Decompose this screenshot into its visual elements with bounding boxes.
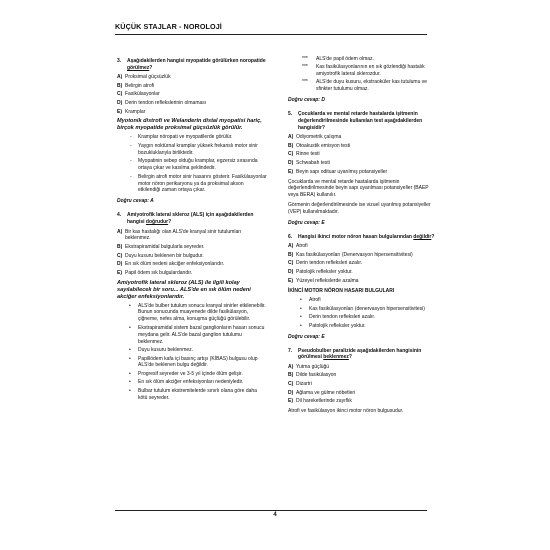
page-number: 4 <box>273 512 277 518</box>
question-6-answer: Doğru cevap: E <box>288 333 325 340</box>
option-letter: C) <box>288 381 294 387</box>
question-5-options <box>288 134 438 175</box>
list-item: • ALS'de bulber tutulum sonucu kranyal sinirler etkilenebilir. Bunun sonucunda muayenede dilde fasikülasyon, çiğneme, nefes alma, konuşma güçlüğü görülebilir. <box>129 303 267 324</box>
answer-option <box>288 169 438 176</box>
option-text: Bir kas hastalığı olan ALS'de kranyal sinir tutulumları beklenmez. <box>125 228 242 242</box>
option-letter: C) <box>288 260 294 267</box>
list-item: *** ALS'de papil ödem olmaz. <box>302 56 438 63</box>
option-letter: E) <box>288 277 293 284</box>
question-5-answer: Doğru cevap: E <box>288 219 325 226</box>
answer-option <box>288 278 438 285</box>
list-item: • Bulbar tutulum ekstremitelerde sınırlı olana göre daha kötü seyreder. <box>129 388 267 402</box>
running-header: KÜÇÜK STAJLAR - NOROLOJİ <box>115 22 222 31</box>
list-item: - Myopatinin sebep olduğu kramplar, egzersiz sırasında ortaya çıkar ve kasılma şeklindedir. <box>129 158 267 172</box>
option-letter: B) <box>288 251 294 258</box>
question-3-stem: 3. Aşağıdakilerden hangisi myopatide görülürken noropatide görülmez? <box>117 58 266 71</box>
answer-option <box>117 74 267 81</box>
list-item: • En sık ölüm akciğer enfeksiyonları nedeniyledir. <box>129 379 267 386</box>
question-4-options <box>117 229 267 277</box>
list-item: • Kas fasikülasyonları (denervasyon hipersensitivitesi) <box>300 306 438 313</box>
list-item: • Ekstrapiramidal sistem bazal ganglionların hasarı sonucu meydana gelir. ALS'de bazal ganglion tutulumu beklenmez. <box>129 325 267 346</box>
option-letter: B) <box>288 372 294 379</box>
question-4-stem: 4. Amiyotrofik lateral skleroz (ALS) için aşağıdakilerden hangisi doğrudur? <box>117 212 254 226</box>
option-letter: A) <box>288 243 294 250</box>
answer-option <box>288 243 438 250</box>
emphasis-word: doğrudur <box>145 219 169 226</box>
key-points-list <box>302 56 438 93</box>
question-7-stem: 7. Pseudobulber paralizide aşağıdakilerden hangisinin görülmesi beklenmez? <box>288 347 422 361</box>
option-text: Dizartri <box>296 381 312 387</box>
answer-option <box>288 143 438 150</box>
list-item: - Kramplar nöropati ve myopatilerde görülür. <box>129 134 267 141</box>
option-text: Rinne testi <box>296 151 320 158</box>
answer-option <box>288 398 438 405</box>
option-letter: D) <box>117 261 123 268</box>
option-text: Ekstrapiramidal bulgularla seyreder. <box>125 244 205 250</box>
question-number: 5. <box>288 111 293 118</box>
answer-option <box>117 83 267 90</box>
question-number: 3. <box>117 58 122 64</box>
answer-option <box>288 252 438 259</box>
question-4-bullet-list <box>129 303 267 402</box>
option-text: Fasikülasyonlar <box>125 91 160 98</box>
question-6-stem: 6. Hangisi ikinci motor nöron hasarı bulgularından değildir? <box>288 233 435 240</box>
emphasis-word: değildir <box>413 233 432 240</box>
option-text: Proksimal güçsüzlük <box>125 74 171 81</box>
question-3-explanation: Myotonik distrofi ve Welanderin distal myopatisi hariç, birçok myopatide proksimal güçsüzlük görülür. <box>117 118 262 132</box>
header-rule <box>115 34 427 35</box>
option-text: Yutma güçlüğü <box>296 363 330 370</box>
option-letter: C) <box>117 91 123 98</box>
option-text: Atrofi <box>296 243 308 250</box>
answer-option <box>288 364 438 371</box>
question-5-stem: 5. Çocuklarda ve mental retarde hastalarda işitmenin değerlendirilmesinde kullanılan test aşağıdakilerden hangisidir? <box>288 111 423 131</box>
answer-option <box>288 390 438 397</box>
list-item: • Progresif seyreder ve 3-5 yıl içinde ölüm gelişir. <box>129 371 267 378</box>
list-item: • Derin tendon refleksleri azalır. <box>300 314 438 321</box>
option-letter: B) <box>117 244 123 250</box>
option-letter: C) <box>288 151 294 158</box>
option-letter: B) <box>288 142 294 149</box>
option-text: En sık ölüm nedeni akciğer enfeksiyonlarıdır. <box>125 261 225 268</box>
option-text: Ağlama ve gülme nöbetleri <box>296 389 356 396</box>
option-text: Yüzeyel reflekslerde azalma <box>296 277 359 284</box>
option-text: Dil hareketlerinde zayıflık <box>296 398 352 405</box>
option-text: Schwabah testi <box>296 160 330 167</box>
answer-option <box>117 261 267 268</box>
option-text: Otoakustik emisyon testi <box>296 142 351 149</box>
option-letter: D) <box>288 160 294 167</box>
option-text: Derin tendon reflekslerinin olmaması <box>125 100 207 107</box>
option-letter: E) <box>117 269 122 276</box>
option-letter: A) <box>117 228 123 235</box>
question-3-dash-list <box>129 134 267 194</box>
list-item: • Patolojik refleksler yoktur. <box>300 323 438 330</box>
list-item: • Papillödem kafa içi basınç artışı (KİBAS) bulgusu olup ALS'de beklenen bulgu değildir. <box>129 356 267 370</box>
option-letter: E) <box>288 168 293 175</box>
list-item: *** Kas fasikülasyonlarının en sık gözlendiği hastalık amiyotrofik lateral sklerozdur. <box>302 64 438 78</box>
question-6-bullet-list <box>300 297 438 329</box>
option-letter: B) <box>117 82 123 89</box>
option-letter: D) <box>117 100 123 107</box>
option-text: Kramplar <box>125 108 146 115</box>
option-text: Odiyometrik çalışma <box>296 134 342 141</box>
answer-option <box>288 260 438 267</box>
option-letter: C) <box>117 252 123 259</box>
list-item: • Atrofi <box>300 297 438 304</box>
option-text: Beyin sapı odituar uyarılmış potansiyeller <box>296 168 388 175</box>
answer-option <box>117 253 267 260</box>
list-item: • Duyu kusuru beklenmez. <box>129 347 267 354</box>
question-5-note: Görmenin değerlendirilmesinde ise vizuel uyarılmış potansiyeller (VEP) kullanılmaktadır. <box>288 202 431 216</box>
question-3-options <box>117 74 267 115</box>
option-letter: A) <box>117 74 123 81</box>
section-subheading: İKİNCİ MOTOR NÖRON HASARI BULGULARI <box>288 288 395 295</box>
answer-option <box>117 270 267 277</box>
left-column <box>117 58 267 403</box>
question-7-options <box>288 364 438 405</box>
list-item: *** ALS'de duyu kusuru, ekstraoküler kas tutulumu ve sfinkter tutulumu olmaz. <box>302 79 438 93</box>
question-4-answer: Doğru cevap: D <box>288 97 325 104</box>
option-text: Belirgin atrofi <box>125 82 155 89</box>
option-text: Patolojik refleksler yoktur. <box>296 268 353 275</box>
answer-option <box>288 151 438 158</box>
question-4-explanation: Amiyotrofik lateral skleroz (ALS) ile ilgili kolay sayılabilecek bir soru... ALS'de en sık ölüm nedeni akciğer enfeksiyonlarıdır. <box>117 279 251 300</box>
question-7-explanation: Atrofi ve fasikülasyon ikinci motor nöron bulgusudur. <box>288 408 404 415</box>
footer-rule <box>115 510 427 511</box>
question-3-answer: Doğru cevap: A <box>117 198 154 205</box>
question-6-options <box>288 243 438 284</box>
question-number: 7. <box>288 347 293 354</box>
emphasis-word: beklenmez <box>323 354 349 361</box>
option-letter: A) <box>288 363 294 370</box>
option-letter: E) <box>117 108 122 115</box>
option-text: Kas fasikülasyonları (Denervasyon hipersensitivitesi) <box>296 251 413 258</box>
answer-option <box>117 100 267 107</box>
answer-option <box>288 160 438 167</box>
right-column <box>288 56 438 418</box>
answer-option <box>117 244 267 251</box>
option-letter: E) <box>288 398 293 405</box>
option-text: Duyu kusuru beklenen bir bulgudur. <box>125 252 204 259</box>
option-letter: A) <box>288 134 294 141</box>
answer-option <box>117 91 267 98</box>
answer-option <box>288 134 438 141</box>
answer-option <box>117 109 267 116</box>
answer-option <box>117 229 267 243</box>
answer-option <box>288 269 438 276</box>
option-letter: D) <box>288 389 294 396</box>
question-number: 4. <box>117 212 122 219</box>
option-text: Derin tendon refleksleri azalır. <box>296 260 363 267</box>
list-item: - Belirgin atrofi motor sinir hasarını gösterir. Fasikülasyonlar motor nöron perikaryonu ya da proksimal akson etkilendiği zaman ortaya çıkar. <box>129 174 267 195</box>
option-text: Papil ödem sık bulgulardandır. <box>125 269 193 276</box>
option-letter: D) <box>288 268 294 275</box>
answer-option <box>288 372 438 379</box>
question-number: 6. <box>288 233 293 240</box>
answer-option <box>288 381 438 388</box>
list-item: - Yaygın noktürnal kramplar yüksek frekanslı motor sinir bozukluklarıyla birliktedir. <box>129 143 267 157</box>
emphasis-word: görülmez <box>127 64 150 71</box>
option-text: Dilde fasikülasyon <box>296 372 337 379</box>
question-5-explanation: Çocuklarda ve mental retarde hastalarda işitmenin değerlendirilmesinde beyin sapı uyarılması potansiyeller (BAEP veya BERA) kullanılır. <box>288 178 429 199</box>
